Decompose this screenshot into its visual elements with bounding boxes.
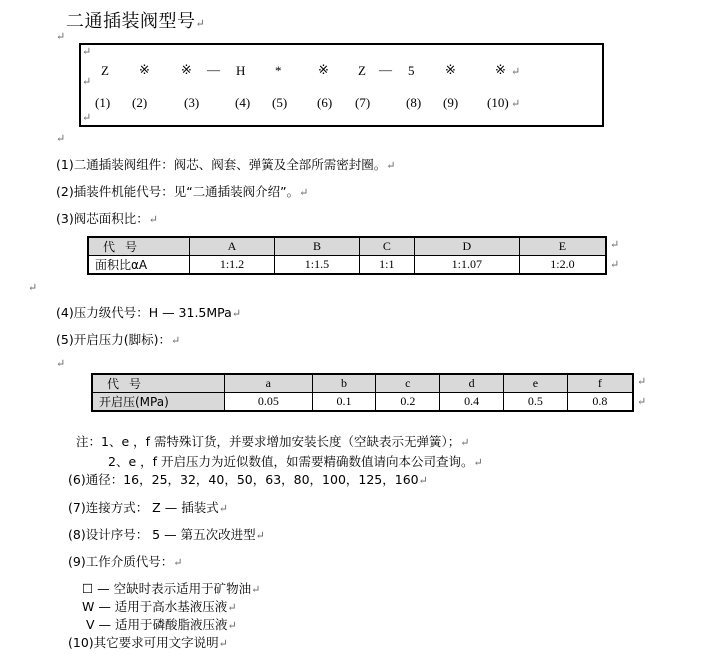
paragraph-mark: ↵ [56, 133, 66, 145]
paragraph-mark: ↵ [170, 335, 181, 347]
note-2-text: 2、e ，f 开启压力为近似数值，如需要精确数值请向本公司查询。 [108, 454, 474, 469]
code-symbol-11: ※ [445, 62, 456, 77]
table-header-cell: D [414, 237, 519, 256]
item-5 [56, 330, 180, 348]
paragraph-mark: ↵ [218, 638, 228, 650]
code-symbol-12: ※ [495, 62, 506, 77]
table-row [92, 393, 633, 412]
note-1 [76, 432, 469, 450]
paragraph-mark: ↵ [511, 98, 521, 110]
table-row [92, 374, 633, 393]
code-index-4: (4) [235, 95, 251, 110]
paragraph-mark: ↵ [610, 239, 620, 251]
item-4-text: (4)压力级代号：H — 31.5MPa [56, 305, 232, 320]
paragraph-mark: ↵ [473, 457, 483, 469]
paragraph-mark: ↵ [227, 620, 237, 632]
table-header-cell: e [503, 374, 567, 393]
item-7-text: (7)连接方式： Z — 插装式 [68, 500, 219, 515]
code-index-9: (9) [443, 95, 459, 110]
code-symbol-6: * [275, 63, 282, 78]
table-cell: 0.1 [312, 393, 376, 412]
paragraph-mark: ↵ [418, 475, 428, 487]
item-2 [56, 182, 308, 200]
table-cell: 0.05 [225, 393, 313, 412]
code-index-1: (1) [95, 95, 111, 110]
item-1 [56, 155, 395, 173]
table-header-cell: B [274, 237, 359, 256]
table-cell: 1:1.2 [190, 256, 275, 275]
paragraph-mark: ↵ [255, 530, 265, 542]
paragraph-mark: ↵ [56, 31, 66, 43]
code-symbol-4: — [207, 62, 220, 77]
table-cell: 1:1 [359, 256, 414, 275]
code-symbol-8: Z [358, 63, 366, 78]
code-symbol-2: ※ [139, 62, 150, 77]
table-header-cell: f [567, 374, 633, 393]
code-index-8: (8) [406, 95, 422, 110]
header-label: 代号 [103, 240, 148, 254]
code-index-2: (2) [132, 95, 148, 110]
code-symbol-9: — [379, 62, 392, 77]
table-row [88, 237, 606, 256]
table-header-cell: A [190, 237, 275, 256]
code-index-5: (5) [272, 95, 288, 110]
note-1-text: 注：1、e ，f 需特殊订货，并要求增加安装长度（空缺表示无弹簧）； [76, 434, 461, 449]
code-symbol-10: 5 [408, 63, 415, 78]
table-cell: 0.5 [503, 393, 567, 412]
table-header-cell: E [519, 237, 606, 256]
paragraph-mark: ↵ [82, 112, 92, 124]
table-header-cell [92, 374, 225, 393]
paragraph-mark: ↵ [386, 160, 396, 172]
item-5-text: (5)开启压力(脚标)： [56, 332, 171, 347]
code-symbol-3: ※ [181, 62, 192, 77]
item-6 [68, 470, 428, 488]
table-cell: 1:1.5 [274, 256, 359, 275]
area-ratio-table [87, 236, 607, 275]
paragraph-mark: ↵ [82, 76, 92, 88]
header-label: 代号 [107, 377, 152, 391]
item-9-text: (9)工作介质代号： [68, 554, 174, 569]
item-4 [56, 303, 241, 321]
page-title [66, 7, 205, 33]
code-index-10: (10) [487, 95, 509, 110]
paragraph-mark: ↵ [173, 557, 183, 569]
table-header-cell [88, 237, 190, 256]
model-code-box [79, 43, 604, 127]
paragraph-mark: ↵ [56, 358, 66, 370]
item-3-text: (3)阀芯面积比： [56, 211, 149, 226]
note-2 [108, 452, 483, 470]
table-row-label: 开启压(MPa) [92, 393, 225, 412]
item-7 [68, 498, 228, 516]
table-cell: 0.2 [376, 393, 440, 412]
medium-option-1-text: ☐ — 空缺时表示适用于矿物油 [82, 581, 252, 596]
code-symbol-1: Z [101, 63, 109, 78]
item-9 [68, 552, 182, 570]
item-8 [68, 525, 265, 543]
medium-option-2-text: W — 适用于高水基液压液 [82, 599, 228, 614]
paragraph-mark: ↵ [299, 187, 309, 199]
paragraph-mark: ↵ [251, 584, 261, 596]
paragraph-mark: ↵ [511, 66, 521, 78]
table-header-cell: d [440, 374, 504, 393]
paragraph-mark: ↵ [637, 396, 647, 408]
table-header-cell: C [359, 237, 414, 256]
medium-option-3 [86, 615, 237, 633]
table-row-label: 面积比αA [88, 256, 190, 275]
item-1-text: (1)二通插装阀组件：阀芯、阀套、弹簧及全部所需密封圈。 [56, 157, 387, 172]
code-index-7: (7) [355, 95, 371, 110]
item-10 [68, 633, 228, 651]
paragraph-mark: ↵ [231, 308, 242, 320]
code-symbol-7: ※ [318, 62, 329, 77]
code-index-3: (3) [184, 95, 200, 110]
table-header-cell: a [225, 374, 313, 393]
item-3 [56, 209, 158, 227]
table-cell: 1:2.0 [519, 256, 606, 275]
medium-option-1 [82, 579, 260, 597]
paragraph-mark: ↵ [148, 214, 158, 226]
paragraph-mark: ↵ [637, 376, 647, 388]
paragraph-mark: ↵ [195, 18, 206, 30]
paragraph-mark: ↵ [82, 46, 92, 58]
item-6-text: (6)通径：16，25，32，40，50，63，80，100，125，160 [68, 472, 419, 487]
item-8-text: (8)设计序号： 5 — 第五次改进型 [68, 527, 256, 542]
item-2-text: (2)插装件机能代号：见“二通插装阀介绍”。 [56, 184, 300, 199]
medium-option-3-text: V — 适用于磷酸脂液压液 [86, 617, 228, 632]
paragraph-mark: ↵ [460, 437, 470, 449]
paragraph-mark: ↵ [218, 503, 228, 515]
paragraph-mark: ↵ [610, 259, 620, 271]
title-text: 二通插装阀型号 [66, 11, 196, 32]
paragraph-mark: ↵ [227, 602, 237, 614]
paragraph-mark: ↵ [28, 282, 38, 294]
item-10-text: (10)其它要求可用文字说明 [68, 635, 219, 650]
opening-pressure-table [91, 373, 634, 412]
table-row [88, 256, 606, 275]
code-index-6: (6) [317, 95, 333, 110]
code-symbol-5: H [236, 63, 246, 78]
table-cell: 0.4 [440, 393, 504, 412]
medium-option-2 [82, 597, 237, 615]
table-header-cell: b [312, 374, 376, 393]
table-cell: 1:1.07 [414, 256, 519, 275]
table-cell: 0.8 [567, 393, 633, 412]
table-header-cell: c [376, 374, 440, 393]
